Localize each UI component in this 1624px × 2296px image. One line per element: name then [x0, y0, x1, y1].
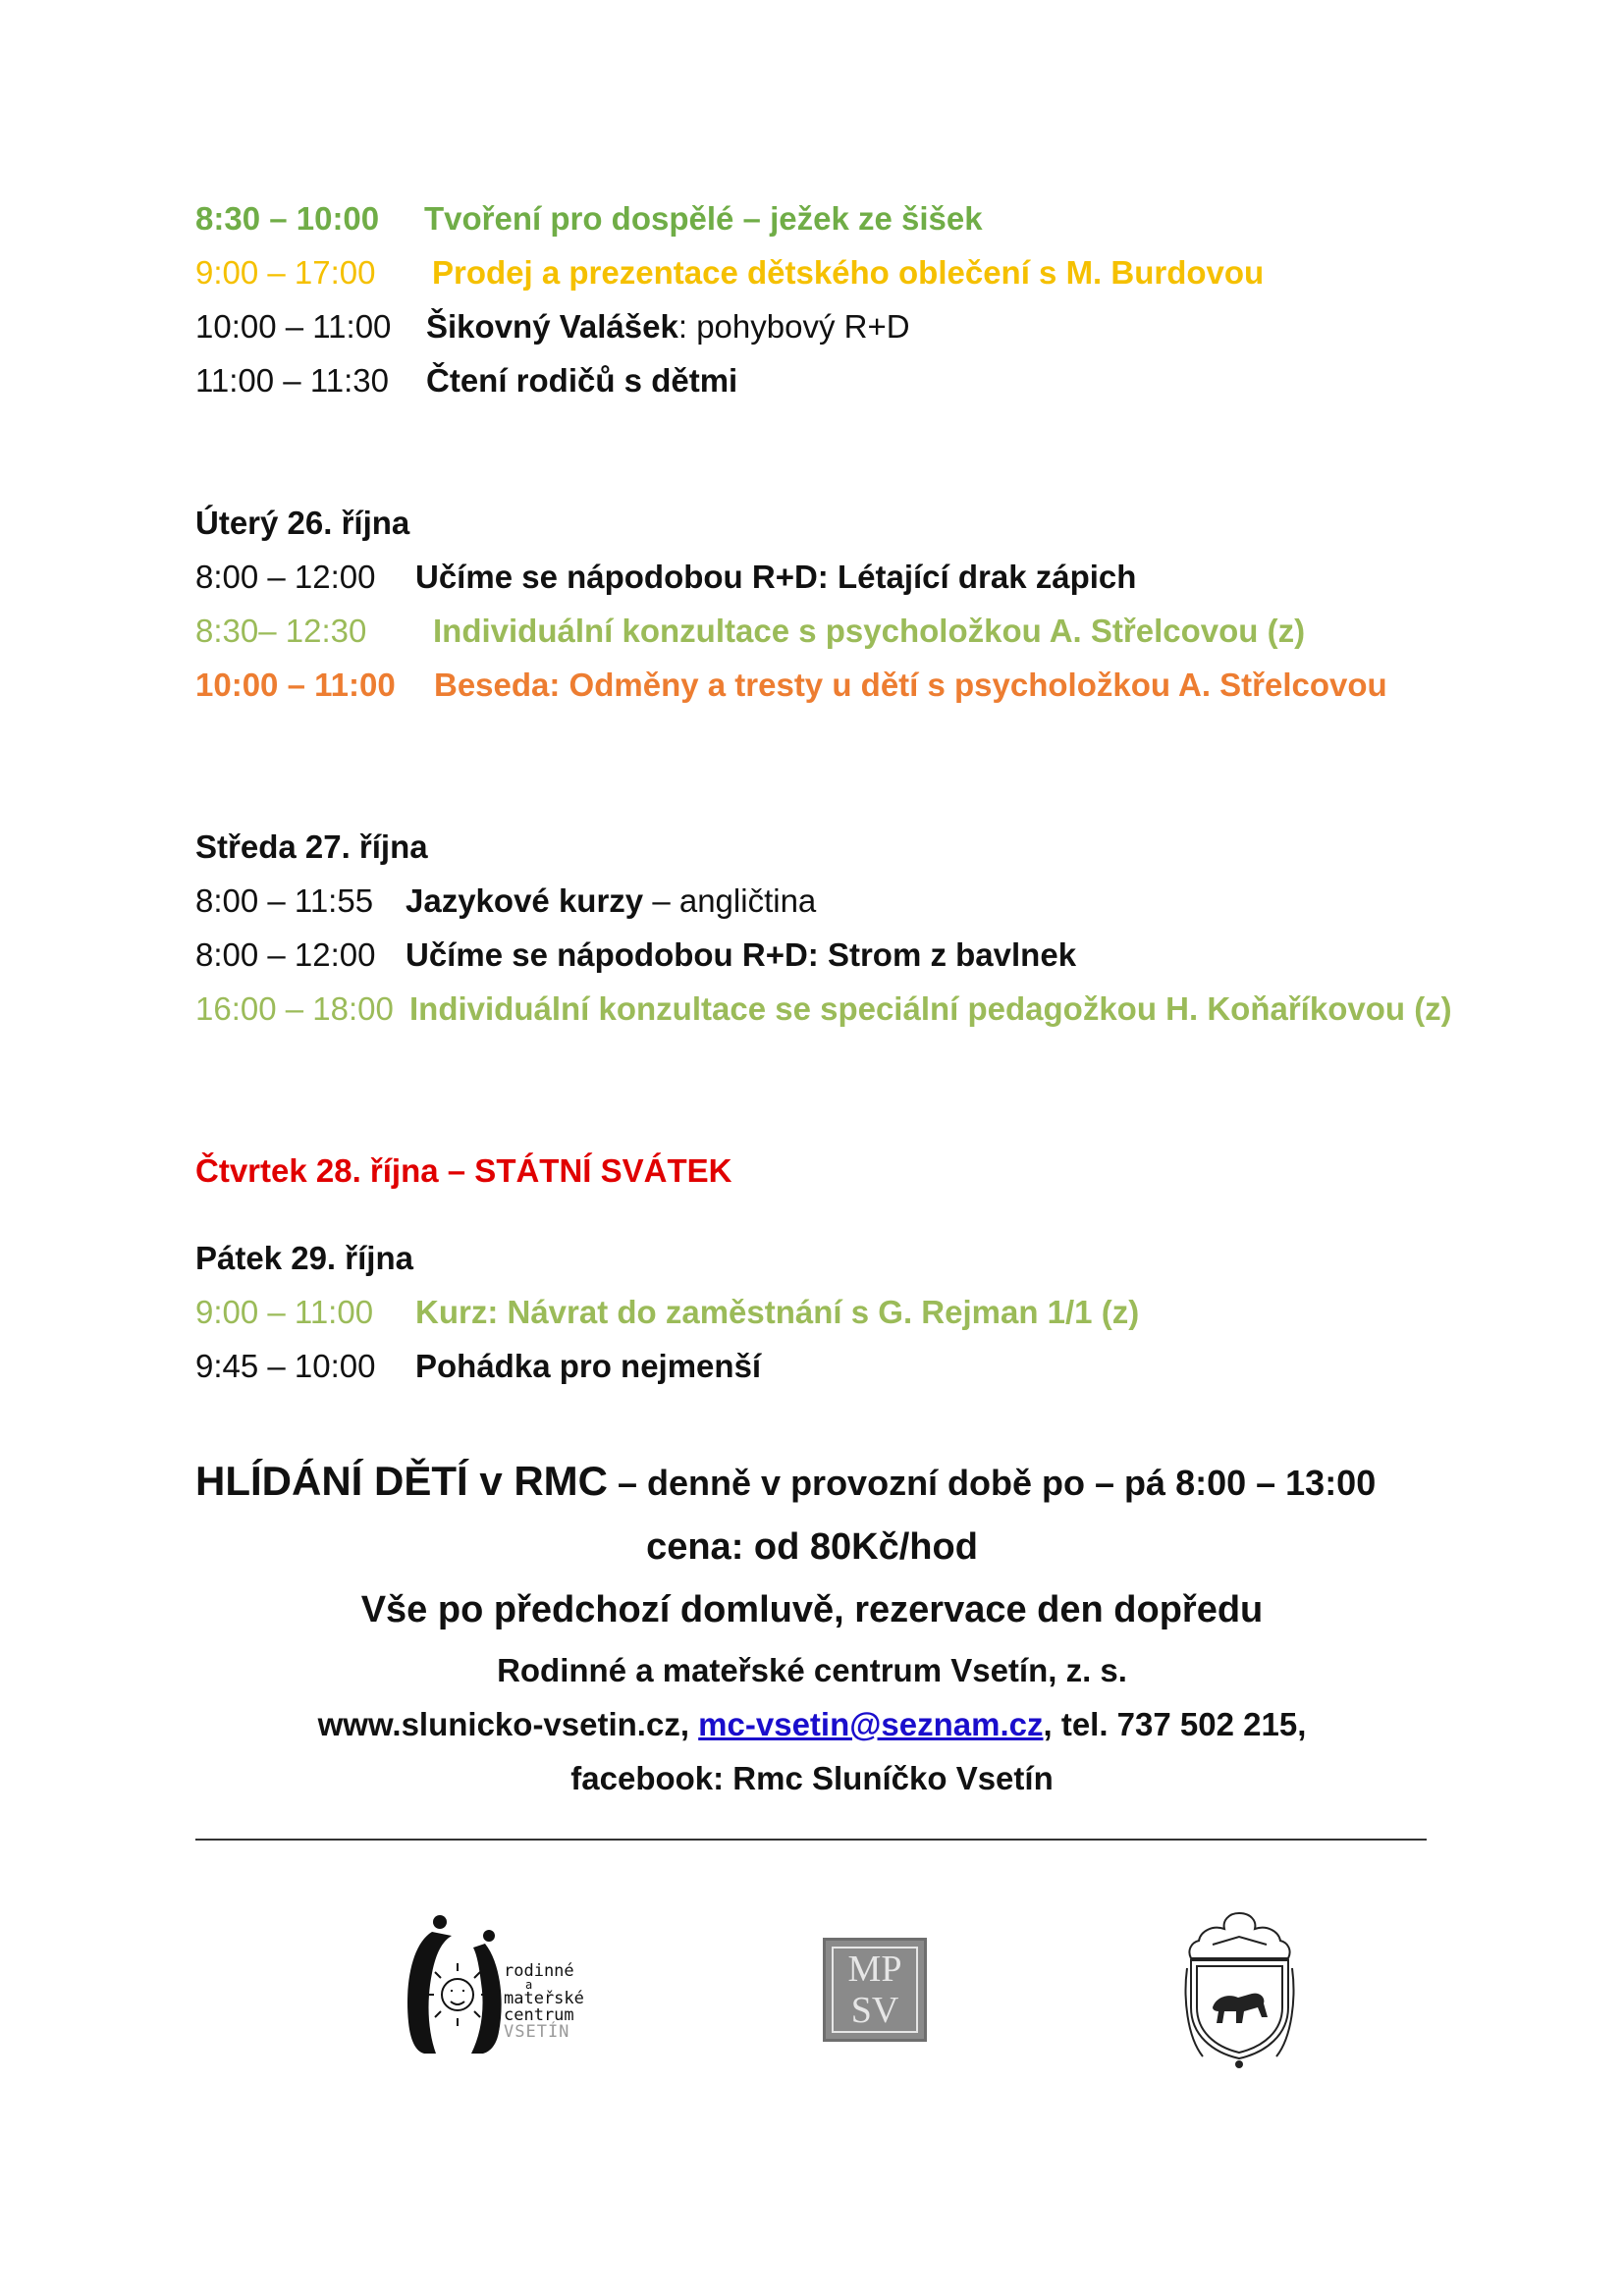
event-row	[195, 989, 1452, 1029]
event-time: 8:30 – 10:00	[195, 200, 380, 237]
event-row	[195, 612, 1305, 651]
event-title: Pohádka pro nejmenší	[415, 1348, 762, 1384]
event-time: 11:00 – 11:30	[195, 362, 389, 399]
event-row	[195, 558, 1136, 597]
day-heading-tuesday: Úterý 26. října	[195, 505, 410, 541]
email-link[interactable]: mc-vsetin@seznam.cz	[698, 1706, 1044, 1742]
event-time: 10:00 – 11:00	[195, 667, 396, 703]
event-title: Tvoření pro dospělé – ježek ze šišek	[424, 200, 983, 237]
event-time: 10:00 – 11:00	[195, 308, 392, 345]
event-time: 9:00 – 17:00	[195, 254, 376, 291]
mpsv-logo-text: SV	[850, 1990, 899, 2031]
rmc-logo-text: a	[525, 1978, 533, 1992]
babysitting-hours: – denně v provozní době po – pá 8:00 – 13:00	[608, 1463, 1377, 1503]
event-title: Individuální konzultace s psycholožkou A. Střelcovou (z)	[433, 613, 1306, 649]
event-row	[195, 199, 983, 239]
event-row	[195, 666, 1387, 705]
contact-line	[0, 1704, 1624, 1745]
day-heading-thursday: Čtvrtek 28. října – STÁTNÍ SVÁTEK	[195, 1152, 732, 1189]
event-note: – angličtina	[643, 882, 817, 919]
event-time: 8:00 – 11:55	[195, 882, 374, 919]
event-time: 8:00 – 12:00	[195, 559, 376, 595]
event-row	[195, 253, 1264, 293]
event-title: Učíme se nápodobou R+D: Strom z bavlnek	[406, 936, 1077, 973]
event-title: Učíme se nápodobou R+D: Létající drak zápich	[415, 559, 1137, 595]
divider-line	[195, 1839, 1427, 1841]
event-row	[195, 935, 1076, 975]
event-time: 9:00 – 11:00	[195, 1294, 374, 1330]
event-time: 16:00 – 18:00	[195, 990, 394, 1027]
babysitting-line	[195, 1459, 1376, 1506]
event-time: 9:45 – 10:00	[195, 1348, 376, 1384]
event-title: Jazykové kurzy	[406, 882, 644, 919]
event-row	[195, 1347, 761, 1386]
event-row	[195, 1293, 1139, 1332]
event-row	[195, 361, 737, 400]
booking-line: Vše po předchozí domluvě, rezervace den dopředu	[360, 1589, 1264, 1630]
day-heading-friday: Pátek 29. října	[195, 1240, 413, 1276]
event-title: Beseda: Odměny a tresty u dětí s psycholožkou A. Střelcovou	[434, 667, 1387, 703]
day-heading-wednesday: Středa 27. října	[195, 828, 428, 865]
event-row	[195, 307, 910, 347]
event-title: Šikovný Valášek	[426, 308, 678, 345]
rmc-logo-text: rodinné	[504, 1961, 574, 1981]
website-link[interactable]: www.slunicko-vsetin.cz,	[317, 1706, 699, 1742]
event-title: Čtení rodičů s dětmi	[426, 362, 738, 399]
event-note: : pohybový R+D	[677, 308, 910, 345]
event-row	[195, 881, 816, 921]
rmc-logo-text: centrum	[504, 2005, 574, 2025]
price-line: cena: od 80Kč/hod	[646, 1526, 978, 1568]
rmc-logo-text: mateřské	[504, 1989, 584, 2008]
event-title: Kurz: Návrat do zaměstnání s G. Rejman 1/1 (z)	[415, 1294, 1140, 1330]
mpsv-logo	[823, 1938, 927, 2042]
vsetin-coat-of-arms-logo	[1183, 1909, 1296, 2071]
org-name: Rodinné a mateřské centrum Vsetín, z. s.	[497, 1652, 1127, 1688]
babysitting-title: HLÍDÁNÍ DĚTÍ v RMC	[195, 1458, 608, 1504]
rmc-logo	[403, 1914, 609, 2056]
rmc-logo-text: VSETÍN	[504, 2022, 570, 2042]
coat-of-arms-icon	[1183, 1909, 1296, 2071]
mpsv-logo-text: MP	[847, 1949, 902, 1990]
event-time: 8:00 – 12:00	[195, 936, 376, 973]
phone-text: , tel. 737 502 215,	[1043, 1706, 1307, 1742]
event-time: 8:30– 12:30	[195, 613, 367, 649]
event-title: Individuální konzultace se speciální pedagožkou H. Koňaříkovou (z)	[409, 990, 1452, 1027]
event-title: Prodej a prezentace dětského oblečení s M. Burdovou	[432, 254, 1265, 291]
facebook-line: facebook: Rmc Sluníčko Vsetín	[570, 1760, 1054, 1796]
